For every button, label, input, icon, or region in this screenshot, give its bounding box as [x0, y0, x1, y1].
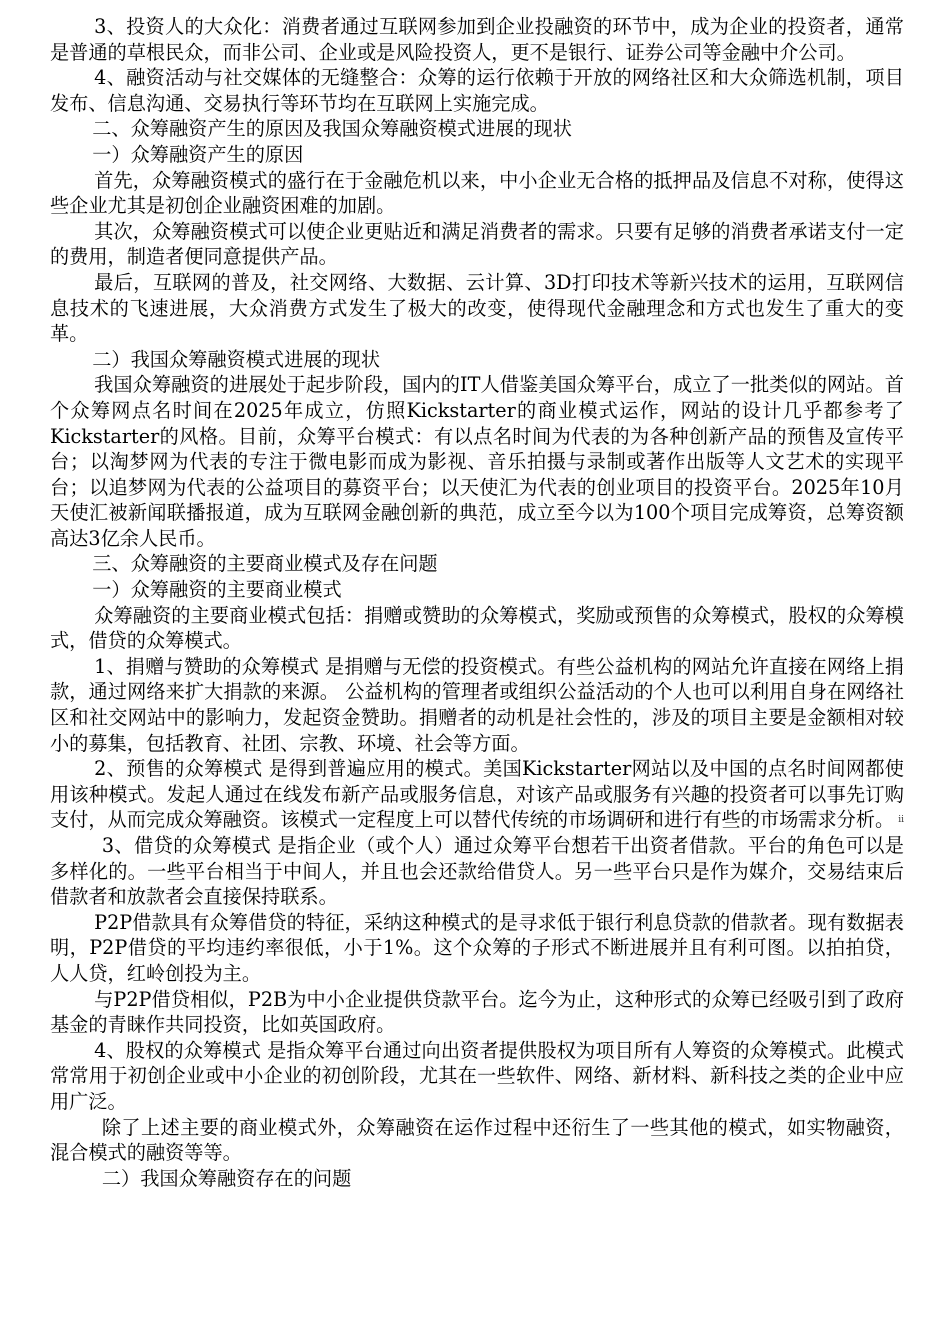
paragraph-presale-model [50, 756, 904, 833]
paragraph-third-reason: 最后，互联网的普及，社交网络、大数据、云计算、3D打印技术等新兴技术的运用，互联网信息技术的飞速进展，大众消费方式发生了极大的改变，使得现代金融理念和方式也发生了重大的变革。 [50, 270, 904, 346]
paragraph-p2p-lending: P2P借款具有众筹借贷的特征，采纳这种模式的是寻求低于银行利息贷款的借款者。现有数据表明，P2P借贷的平均违约率很低，小于1%。这个众筹的子形式不断进展并且有利可图。以拍拍贷，人人贷，红岭创投为主。 [50, 910, 904, 985]
subsection-heading-models: 一）众筹融资的主要商业模式 [92, 578, 342, 602]
subsection-heading-problems: 二）我国众筹融资存在的问题 [101, 1166, 352, 1190]
paragraph-first-reason: 首先，众筹融资模式的盛行在于金融危机以来，中小企业无合格的抵押品及信息不对称，使得这些企业尤其是初创企业融资困难的加剧。 [50, 168, 904, 218]
section-heading-2: 二、众筹融资产生的原因及我国众筹融资模式进展的现状 [92, 117, 572, 141]
paragraph-donation-model: 1、捐赠与赞助的众筹模式 是捐赠与无偿的投资模式。有些公益机构的网站允许直接在网络上捐款，通过网络来扩大捐款的来源。 公益机构的管理者或组织公益活动的个人也可以利用自身在网络社区和社交网站中的影响力，发起资金赞助。捐赠者的动机是社会性的，涉及的项目主要是金额相对较小的募集，包括教育、社团、宗教、环境、社会等方面。 [50, 654, 904, 755]
paragraph-investor-popularization: 3、投资人的大众化：消费者通过互联网参加到企业投融资的环节中，成为企业的投资者，通常是普通的草根民众，而非公司、企业或是风险投资人，更不是银行、证券公司等金融中介公司。 [50, 15, 904, 64]
section-heading-3: 三、众筹融资的主要商业模式及存在问题 [92, 552, 438, 576]
subsection-heading-causes: 一）众筹融资产生的原因 [92, 142, 304, 166]
paragraph-p2b: 与P2P借贷相似，P2B为中小企业提供贷款平台。迄今为止，这种形式的众筹已经吸引到了政府基金的青睐作共同投资，比如英国政府。 [50, 987, 904, 1037]
paragraph-social-media-integration: 4、融资活动与社交媒体的无缝整合：众筹的运行依赖于开放的网络社区和大众筛选机制，项目发布、信息沟通、交易执行等环节均在互联网上实施完成。 [50, 66, 904, 115]
paragraph-lending-model: 3、借贷的众筹模式 是指企业（或个人）通过众筹平台想若干出资者借款。平台的角色可以是多样化的。一些平台相当于中间人，并且也会还款给借贷人。另一些平台只是作为媒介，交易结束后借款者和放款者会直接保持联系。 [50, 834, 904, 909]
paragraph-second-reason: 其次，众筹融资模式可以使企业更贴近和满足消费者的需求。只要有足够的消费者承诺支付一定的费用，制造者便同意提供产品。 [50, 219, 904, 269]
presale-model-text: 2、预售的众筹模式 是得到普遍应用的模式。美国Kickstarter网站以及中国的点名时间网都使用该种模式。发起人通过在线发布新产品或服务信息，对该产品或服务有兴趣的投资者可以事先订购支付，从而完成众筹融资。该模式一定程度上可以替代传统的市场调研和进行有些的市场需求分析。 [50, 757, 904, 832]
paragraph-equity-model: 4、股权的众筹模式 是指众筹平台通过向出资者提供股权为项目所有人筹资的众筹模式。此模式常常用于初创企业或中小企业的初创阶段，尤其在一些软件、网络、新材料、新科技之类的企业中应用广泛。 [50, 1038, 904, 1113]
subsection-heading-status: 二）我国众筹融资模式进展的现状 [92, 347, 381, 371]
paragraph-domestic-status: 我国众筹融资的进展处于起步阶段，国内的IT人借鉴美国众筹平台，成立了一批类似的网站。首个众筹网点名时间在2025年成立，仿照Kickstarter的商业模式运作，网站的设计几乎都参考了Kickstarter的风格。目前，众筹平台模式：有以点名时间为代表的为各种创新产品的预售及宣传平台；以淘梦网为代表的专注于微电影而成为影视、音乐拍摄与录制或著作出版等人文艺术的实现平台；以追梦网为代表的公益项目的募资平台；以天使汇为代表的创业项目的投资平台。2025年10月天使汇被新闻联播报道，成为互联网金融创新的典范，成立至今以为100个项目完成筹资，总筹资额高达3亿余人民币。 [50, 373, 904, 550]
footnote-marker: ii [898, 815, 905, 826]
paragraph-models-overview: 众筹融资的主要商业模式包括：捐赠或赞助的众筹模式，奖励或预售的众筹模式，股权的众筹模式，借贷的众筹模式。 [50, 603, 904, 653]
paragraph-other-models: 除了上述主要的商业模式外，众筹融资在运作过程中还衍生了一些其他的模式，如实物融资，混合模式的融资等等。 [50, 1115, 904, 1165]
